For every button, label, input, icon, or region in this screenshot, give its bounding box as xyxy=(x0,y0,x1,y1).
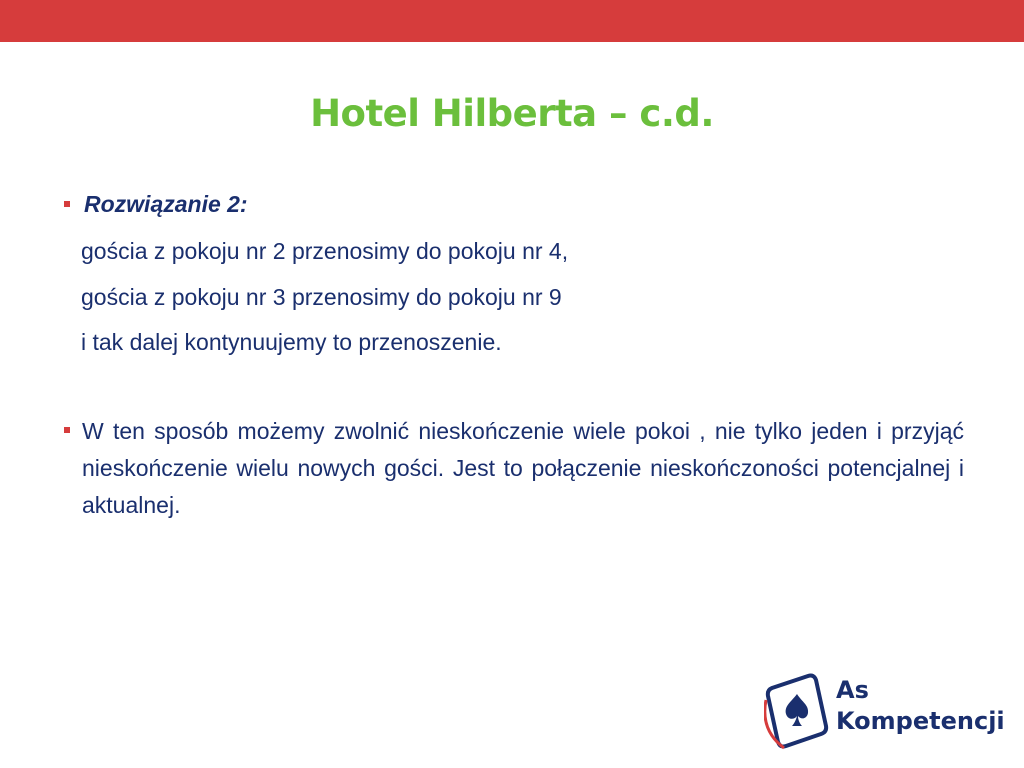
bullet-line: gościa z pokoju nr 3 przenosimy do pokoju nr 9 xyxy=(81,284,562,310)
bullet-line: gościa z pokoju nr 2 przenosimy do pokoju nr 4, xyxy=(81,238,569,264)
bullet-heading: Rozwiązanie 2: xyxy=(84,191,248,217)
logo-text-line2: Kompetencji xyxy=(836,707,1005,735)
bullet-paragraph: W ten sposób możemy zwolnić nieskończenie wiele pokoi , nie tylko jeden i przyjąć nieskończenie wielu nowych gości. Jest to połączenie nieskończoności potencjalnej i aktualnej. xyxy=(82,418,964,518)
slide-title: Hotel Hilberta – c.d. xyxy=(310,92,714,135)
bullet-line: i tak dalej kontynuujemy to przenoszenie. xyxy=(81,329,502,355)
top-accent-bar xyxy=(0,0,1024,42)
logo-text-line1: As xyxy=(836,676,869,704)
bullet-marker xyxy=(64,427,70,433)
bullet-marker xyxy=(64,201,70,207)
spade-card-icon xyxy=(765,676,826,749)
